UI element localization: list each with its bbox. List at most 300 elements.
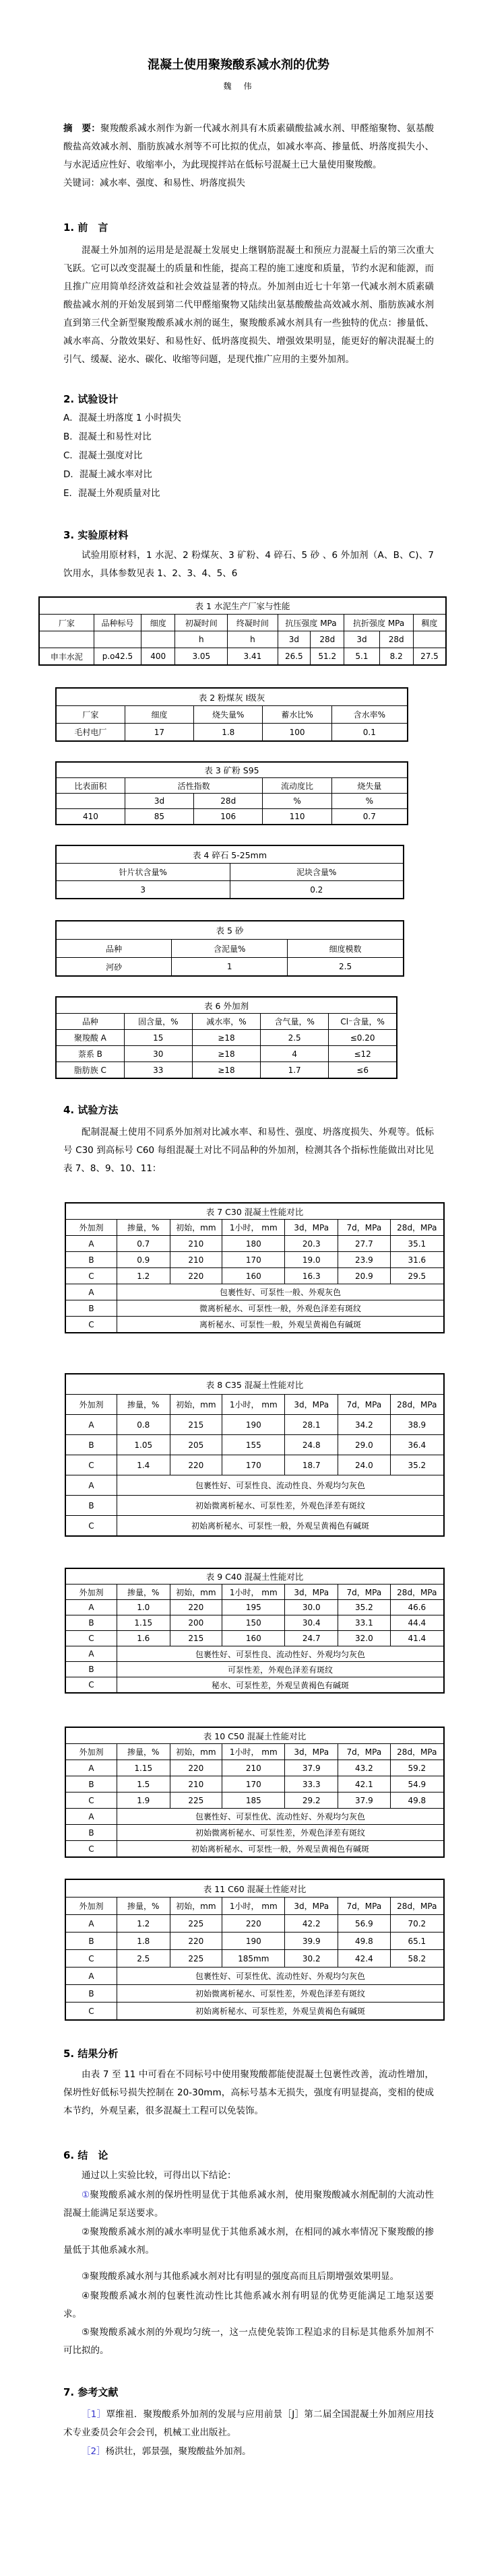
section-5-paragraph: 由表 7 至 11 中可看在不同标号中使用聚羧酸都能使混凝土包裹性改善，流动性增加，保坍性好低标号损失控制在 20-30mm，高标号基本无损失，强度有明显提高，变相的使成本节约，外观呈素，很多混凝土工程可以免装饰。 [63, 2069, 434, 2116]
table-cell: 225 [170, 1792, 222, 1809]
table-cell: 1.9 [117, 1792, 170, 1809]
conclusion-item [63, 2186, 434, 2223]
list-item: C．混凝土强度对比 [63, 450, 143, 461]
table-cell: 220 [222, 1915, 285, 1933]
table-cell: 215 [170, 1631, 222, 1646]
table-9-c40 [0, 1568, 477, 1694]
table-cell: 210 [170, 1252, 222, 1268]
table-cell: 185 [222, 1792, 285, 1809]
table-grid [65, 1568, 445, 1694]
table-grid [38, 596, 447, 666]
table-cell: 410 [56, 809, 125, 825]
table-cell: 外加剂 [65, 1395, 117, 1415]
table-cell: 54.9 [390, 1776, 444, 1792]
table-cell: 4 [261, 1046, 329, 1062]
section-heading-2: 2. 试验设计 [63, 393, 119, 405]
table-row [65, 1284, 444, 1300]
table-cell: B [65, 1776, 117, 1792]
item-text: 聚羧酸系减水剂的减水率明显优于其他系减水剂，在相同的减水率情况下聚羧酸的掺量低于其他系减水剂。 [63, 2227, 435, 2256]
table-cell: 42.4 [338, 1950, 391, 1968]
table-cell: 初始，mm [170, 1395, 222, 1415]
conclusion-item [63, 2223, 434, 2260]
table-cell: 27.7 [338, 1236, 391, 1252]
table-row [65, 1203, 444, 1220]
table-cell: B [65, 1825, 117, 1841]
table-row [56, 864, 404, 881]
list-item: D．混凝土减水率对比 [63, 469, 152, 480]
table-cell: 20.9 [338, 1268, 391, 1284]
table-cell: 220 [170, 1455, 222, 1475]
table-cell: 150 [222, 1615, 285, 1631]
table-cell: 比表面积 [56, 778, 125, 794]
table-cell: 180 [222, 1236, 285, 1252]
table-cell: 33.3 [285, 1776, 338, 1792]
table-cell: 7d，MPa [338, 1395, 391, 1415]
table-cell: 28d，MPa [390, 1585, 444, 1600]
table-row [65, 1677, 444, 1694]
table-cell: 215 [170, 1415, 222, 1435]
table-cell: 51.2 [311, 648, 344, 666]
table-cell: 初始，mm [170, 1220, 222, 1236]
section-heading-1: 1. 前 言 [63, 221, 108, 234]
table-row [65, 1631, 444, 1646]
table-cell: 46.6 [390, 1600, 444, 1615]
item-number: ② [82, 2227, 90, 2237]
table-cell: 稠度 [413, 615, 446, 631]
table-cell: 初始，mm [170, 1744, 222, 1760]
section-3-paragraph: 试验用原材料，1 水泥、2 粉煤灰、3 矿粉、4 碎石、5 砂 、6 外加剂（A、B、C)、7 饮用水，具体参数见表 1、2、3、4、5、6 [63, 550, 434, 579]
table-caption: 表 6 外加剂 [56, 997, 397, 1014]
table-cell: 1小时， mm [222, 1744, 285, 1760]
table-cell: 34.2 [338, 1415, 391, 1435]
table-cell: Cl⁻含量，% [329, 1014, 397, 1030]
table-cell: 3d [125, 794, 193, 809]
table-cell: 终凝时间 [228, 615, 278, 631]
table-cell: 225 [170, 1950, 222, 1968]
table-cell: 39.9 [285, 1933, 338, 1950]
table-row [39, 597, 446, 615]
table-cell: 包裹性好、可泵性优、流动性好、外观均匀灰色 [117, 1968, 444, 1985]
table-cell: 品种 [56, 940, 172, 958]
table-row [65, 1744, 444, 1760]
conclusion-intro: 通过以上实验比较，可得出以下结论： [82, 2170, 236, 2181]
table-cell: C [65, 1516, 117, 1537]
table-cell: 初始离析秘水、可泵性差，外观呈黄褐色有碱斑 [117, 2003, 444, 2021]
table-cell: 28d，MPa [390, 1395, 444, 1415]
table-row [65, 1475, 444, 1496]
table-cell: 3d，MPa [285, 1395, 338, 1415]
table-caption: 表 1 水泥生产厂家与性能 [39, 597, 446, 615]
table-cell: 29.5 [390, 1268, 444, 1284]
table-cell: 43.2 [338, 1760, 391, 1776]
table-cell: 离析秘水、可泵性一般，外观呈黄褐色有碱斑 [117, 1317, 444, 1333]
table-cell [56, 794, 125, 809]
reference-text: 覃维祖．聚羧酸系外加剂的发展与应用前景［J］第二届全国混凝土外加剂应用技术专业委员会年会会刊，机械工业出版社。 [63, 2409, 434, 2438]
table-cell: B [65, 1933, 117, 1950]
table-row [56, 724, 408, 742]
conclusion-item [63, 2287, 434, 2324]
table-row [56, 762, 408, 778]
table-cell: 160 [222, 1631, 285, 1646]
table-cell: 100 [263, 724, 331, 742]
table-row [65, 1435, 444, 1455]
table-cell: 1.0 [117, 1600, 170, 1615]
table-cell: ≥18 [192, 1030, 260, 1046]
table-row [56, 845, 404, 864]
table-cell: 可泵性差，外观色泽差有斑纹 [117, 1662, 444, 1677]
table-row [65, 1825, 444, 1841]
table-caption: 表 9 C40 混凝土性能对比 [65, 1568, 444, 1585]
table-cell: 初始微离析秘水、可泵性差，外观色泽差有斑纹 [117, 1985, 444, 2003]
table-cell: 26.5 [278, 648, 311, 666]
table-cell: 活性指数 [125, 778, 263, 794]
abstract-text: 聚羧酸系减水剂作为新一代减水剂具有木质素磺酸盐减水剂、甲醛缩聚物、氨基酸酸盐高效减水剂、脂肪族减水剂等不可比拟的优点，如减水率高、掺量低、坍落度损失小、与水泥适应性好、收缩率小，为此现搅拌站在低标号混凝土已大量使用聚羧酸。 [63, 123, 435, 170]
table-row [65, 1776, 444, 1792]
table-cell: 59.2 [390, 1760, 444, 1776]
table-row [65, 1985, 444, 2003]
table-cell: 41.4 [390, 1631, 444, 1646]
table-cell: 190 [222, 1415, 285, 1435]
table-cell: 初始离析秘水、可泵性一般，外观呈黄褐色有碱斑 [117, 1841, 444, 1858]
table-cell: A [65, 1968, 117, 1985]
table-1-cement [0, 596, 477, 666]
table-cell: 初始离析秘水、可泵性一般，外观呈黄褐色有碱斑 [117, 1516, 444, 1537]
table-caption: 表 2 粉煤灰 I级灰 [56, 688, 408, 706]
table-cell: 2.5 [117, 1950, 170, 1968]
table-row [65, 1760, 444, 1776]
table-cell: 155 [222, 1435, 285, 1455]
table-cell: B [65, 1252, 117, 1268]
table-cell [141, 631, 175, 648]
table-cell: 170 [222, 1455, 285, 1475]
table-cell: 220 [170, 1268, 222, 1284]
table-cell: 19.0 [285, 1252, 338, 1268]
table-cell: 28d，MPa [390, 1744, 444, 1760]
table-cell: ≤0.20 [329, 1030, 397, 1046]
table-grid [55, 761, 408, 825]
table-row [65, 1792, 444, 1809]
table-cell: 30.0 [285, 1600, 338, 1615]
table-cell: 品种 [56, 1014, 124, 1030]
table-cell: C [65, 1317, 117, 1333]
table-cell: 抗压强度 MPa [278, 615, 344, 631]
table-cell: 掺量，% [117, 1395, 170, 1415]
table-cell: 外加剂 [65, 1220, 117, 1236]
table-cell: 30.4 [285, 1615, 338, 1631]
table-cell: 掺量，% [117, 1585, 170, 1600]
table-cell: 7d，MPa [338, 1220, 391, 1236]
table-cell: 3d，MPa [285, 1585, 338, 1600]
table-6-admixtures [0, 996, 477, 1079]
item-text: 聚羧酸系减水剂与其他系减水剂对比有明显的强度高而且后期增强效果明显。 [90, 2271, 400, 2282]
table-cell: 1.8 [194, 724, 263, 742]
table-cell: 195 [222, 1600, 285, 1615]
table-row [65, 1879, 444, 1898]
table-10-c50 [0, 1727, 477, 1858]
table-cell: 掺量，% [117, 1898, 170, 1915]
table-row [56, 794, 408, 809]
table-cell: % [331, 794, 408, 809]
table-cell: 1.2 [117, 1915, 170, 1933]
table-row [39, 648, 446, 666]
table-cell: 1小时， mm [222, 1898, 285, 1915]
table-cell: ≤12 [329, 1046, 397, 1062]
table-cell: 28d [311, 631, 344, 648]
reference-text: 杨洪壮，郭景强，聚羧酸盐外加剂。 [105, 2446, 251, 2457]
table-cell: 27.5 [413, 648, 446, 666]
table-cell: B [65, 1615, 117, 1631]
table-cell: 初始，mm [170, 1585, 222, 1600]
table-cell: 106 [194, 809, 263, 825]
table-cell: 28d，MPa [390, 1898, 444, 1915]
table-cell: 1小时， mm [222, 1220, 285, 1236]
table-cell: 65.1 [390, 1933, 444, 1950]
table-cell: B [65, 1496, 117, 1516]
table-cell: 28.1 [285, 1415, 338, 1435]
table-cell: 包裹性好、可泵性优、流动性好、外观均匀灰色 [117, 1809, 444, 1825]
table-cell: 225 [170, 1915, 222, 1933]
table-cell: 28d，MPa [390, 1220, 444, 1236]
table-row [65, 1727, 444, 1744]
table-caption: 表 11 C60 混凝土性能对比 [65, 1879, 444, 1898]
table-cell: 1.4 [117, 1455, 170, 1475]
table-grid [55, 920, 404, 977]
table-cell: 外加剂 [65, 1585, 117, 1600]
doc-author: 魏 伟 [223, 81, 254, 91]
table-cell: B [65, 1662, 117, 1677]
table-cell: 初凝时间 [175, 615, 228, 631]
list-item: E．混凝土外观质量对比 [63, 488, 160, 499]
table-row [56, 706, 408, 724]
table-cell: C [65, 1455, 117, 1475]
table-cell: C [65, 1841, 117, 1858]
table-row [65, 1646, 444, 1662]
table-cell: 23.9 [338, 1252, 391, 1268]
table-row [65, 1415, 444, 1435]
keywords [63, 174, 434, 193]
table-cell: 细度 [125, 706, 193, 724]
table-cell: 49.8 [338, 1933, 391, 1950]
table-row [65, 1317, 444, 1333]
table-cell: 河砂 [56, 958, 172, 977]
table-cell: 205 [170, 1435, 222, 1455]
table-cell: 脂肪族 C [56, 1062, 124, 1079]
table-cell: 44.4 [390, 1615, 444, 1631]
table-cell: 2.5 [261, 1030, 329, 1046]
table-cell: 24.8 [285, 1435, 338, 1455]
item-text: 聚羧酸系减水剂的外观均匀统一，这一点使免装饰工程追求的目标是其他系外加剂不可比拟的。 [63, 2327, 435, 2356]
table-cell: 170 [222, 1776, 285, 1792]
table-row [56, 921, 404, 940]
table-cell: ≥18 [192, 1062, 260, 1079]
table-2-fly-ash [0, 687, 477, 742]
doc-title: 混凝土使用聚羧酸系减水剂的优势 [148, 58, 329, 72]
table-cell: B [65, 1985, 117, 2003]
item-number: ⑤ [82, 2327, 90, 2338]
table-cell: A [65, 1600, 117, 1615]
table-cell: 30.2 [285, 1950, 338, 1968]
table-cell: h [228, 631, 278, 648]
table-cell: 1.8 [117, 1933, 170, 1950]
table-cell: 0.1 [331, 724, 408, 742]
table-cell: 7d，MPa [338, 1585, 391, 1600]
table-cell: 17 [125, 724, 193, 742]
table-cell: 聚羧酸 A [56, 1030, 124, 1046]
table-cell: 5.1 [344, 648, 379, 666]
conclusion-item [63, 2268, 434, 2286]
table-grid [55, 687, 408, 742]
table-cell: 1.15 [117, 1615, 170, 1631]
table-cell: 28d [194, 794, 263, 809]
table-cell: 0.8 [117, 1415, 170, 1435]
table-cell: 8.2 [379, 648, 413, 666]
table-row [65, 1220, 444, 1236]
table-cell: 1.2 [117, 1268, 170, 1284]
table-cell: 24.0 [338, 1455, 391, 1475]
table-cell: 1小时， mm [222, 1395, 285, 1415]
table-row [65, 1841, 444, 1858]
table-cell: 18.7 [285, 1455, 338, 1475]
keywords-text: 减水率、强度、和易性、坍落度损失 [100, 178, 245, 188]
table-cell: 抗折强度 MPa [344, 615, 413, 631]
table-cell: 3d [344, 631, 379, 648]
table-cell: 30 [124, 1046, 192, 1062]
table-cell: 20.3 [285, 1236, 338, 1252]
table-cell: 外加剂 [65, 1744, 117, 1760]
table-row [65, 1585, 444, 1600]
table-cell: 400 [141, 648, 175, 666]
table-cell: A [65, 1760, 117, 1776]
table-cell: 针片状含量% [56, 864, 230, 881]
table-cell: 42.1 [338, 1776, 391, 1792]
table-cell: 220 [170, 1933, 222, 1950]
table-cell: A [65, 1415, 117, 1435]
table-cell: 3d，MPa [285, 1898, 338, 1915]
table-cell: 含水率% [331, 706, 408, 724]
table-cell: 1 [172, 958, 288, 977]
table-cell: p.o42.5 [94, 648, 141, 666]
table-cell: A [65, 1915, 117, 1933]
table-cell: 33.1 [338, 1615, 391, 1631]
table-7-c30 [0, 1202, 477, 1333]
table-cell: 190 [222, 1933, 285, 1950]
table-cell: 蓄水比% [263, 706, 331, 724]
table-row [65, 1300, 444, 1317]
table-cell: 7d，MPa [338, 1744, 391, 1760]
table-cell: 85 [125, 809, 193, 825]
table-cell: 泥块含量% [230, 864, 404, 881]
table-row [56, 1014, 397, 1030]
table-cell: 3d，MPa [285, 1220, 338, 1236]
table-cell: 38.9 [390, 1415, 444, 1435]
table-grid [65, 1879, 445, 2021]
table-row [65, 1615, 444, 1631]
table-cell: 掺量，% [117, 1744, 170, 1760]
table-caption: 表 7 C30 混凝土性能对比 [65, 1203, 444, 1220]
table-cell: 3d [278, 631, 311, 648]
table-cell: ≤6 [329, 1062, 397, 1079]
table-cell: 含气量，% [261, 1014, 329, 1030]
item-text: 聚羧酸系减水剂的包裹性流动性比其他系减水剂有明显的优势更能满足工地泵送要求。 [63, 2291, 434, 2320]
table-cell: 细度模数 [288, 940, 404, 958]
table-cell: 31.6 [390, 1252, 444, 1268]
table-cell: 29.0 [338, 1435, 391, 1455]
table-cell: 70.2 [390, 1915, 444, 1933]
table-cell: 1.05 [117, 1435, 170, 1455]
table-cell: 58.2 [390, 1950, 444, 1968]
table-cell: 37.9 [338, 1792, 391, 1809]
table-row [56, 940, 404, 958]
table-cell: 49.8 [390, 1792, 444, 1809]
table-cell: % [263, 794, 331, 809]
table-cell: 56.9 [338, 1915, 391, 1933]
table-cell: 3.05 [175, 648, 228, 666]
table-cell: 初始微离析秘水、可泵性差，外观色泽差有斑纹 [117, 1825, 444, 1841]
table-cell: 37.9 [285, 1760, 338, 1776]
reference-item [63, 2443, 434, 2461]
table-cell: 1.7 [261, 1062, 329, 1079]
table-row [39, 631, 446, 648]
table-cell: 申丰水泥 [39, 648, 94, 666]
table-grid [65, 1727, 445, 1858]
table-row [56, 997, 397, 1014]
table-cell: 烧失量 [331, 778, 408, 794]
table-row [65, 1568, 444, 1585]
section-1-paragraph: 混凝土外加剂的运用是是混凝土发展史上继钢筋混凝土和预应力混凝土后的第三次重大飞跃。它可以改变混凝土的质量和性能，提高工程的施工速度和质量，节约水泥和能源，而且推广应用简单经济效益和社会效益显著的特点。外加剂由近七十年第一代减水剂木质素磺酸盐减水剂的开始发展到第二代甲醛缩聚物又陆续出氨基酸酸盐高效减水剂、脂肪族减水剂直到第三代全新型聚羧酸系减水剂的诞生，聚羧酸系减水剂具有一些独特的优点：掺量低、减水率高、分散效果好、和易性好、低坍落度损失、增强效果明显，能更好的解决混凝土的引气、缓凝、泌水、碳化、收缩等问题，是现代推广应用的主要外加剂。 [63, 245, 434, 365]
table-cell: 200 [170, 1615, 222, 1631]
table-cell: ≥18 [192, 1046, 260, 1062]
table-grid [55, 996, 398, 1079]
design-list [63, 409, 434, 503]
table-cell: 33 [124, 1062, 192, 1079]
table-cell: C [65, 1268, 117, 1284]
table-cell: 7d，MPa [338, 1898, 391, 1915]
table-cell: A [65, 1236, 117, 1252]
table-cell: 流动度比 [263, 778, 331, 794]
keywords-label: 关键词： [63, 178, 100, 188]
table-row [65, 1968, 444, 1985]
table-cell: 包裹性好、可泵性良、流动性良、外观均匀灰色 [117, 1475, 444, 1496]
table-row [65, 2003, 444, 2021]
table-cell: A [65, 1809, 117, 1825]
table-cell: 16.3 [285, 1268, 338, 1284]
table-caption: 表 5 砂 [56, 921, 404, 940]
table-cell: 160 [222, 1268, 285, 1284]
table-row [56, 1030, 397, 1046]
table-caption: 表 3 矿粉 S95 [56, 762, 408, 778]
table-row [56, 688, 408, 706]
table-3-slag-powder [0, 761, 477, 825]
table-row [65, 1455, 444, 1475]
table-cell: 0.9 [117, 1252, 170, 1268]
table-cell: C [65, 1792, 117, 1809]
list-item: B．混凝土和易性对比 [63, 431, 152, 442]
item-text: 聚羧酸系减水剂的保坍性明显优于其他系减水剂，使用聚羧酸减水剂配制的大流动性混凝土能满足泵送要求。 [63, 2190, 435, 2219]
table-row [56, 809, 408, 825]
table-cell: 170 [222, 1252, 285, 1268]
table-row [56, 1046, 397, 1062]
table-5-sand [0, 920, 477, 977]
table-row [65, 1662, 444, 1677]
item-number: ③ [82, 2271, 90, 2282]
abstract-label: 摘 要： [63, 123, 101, 134]
table-cell: 185mm [222, 1950, 285, 1968]
table-row [56, 1062, 397, 1079]
table-cell: 1.5 [117, 1776, 170, 1792]
reference-number: ［1］ [82, 2409, 106, 2420]
table-row [65, 1950, 444, 1968]
table-cell: 210 [170, 1776, 222, 1792]
